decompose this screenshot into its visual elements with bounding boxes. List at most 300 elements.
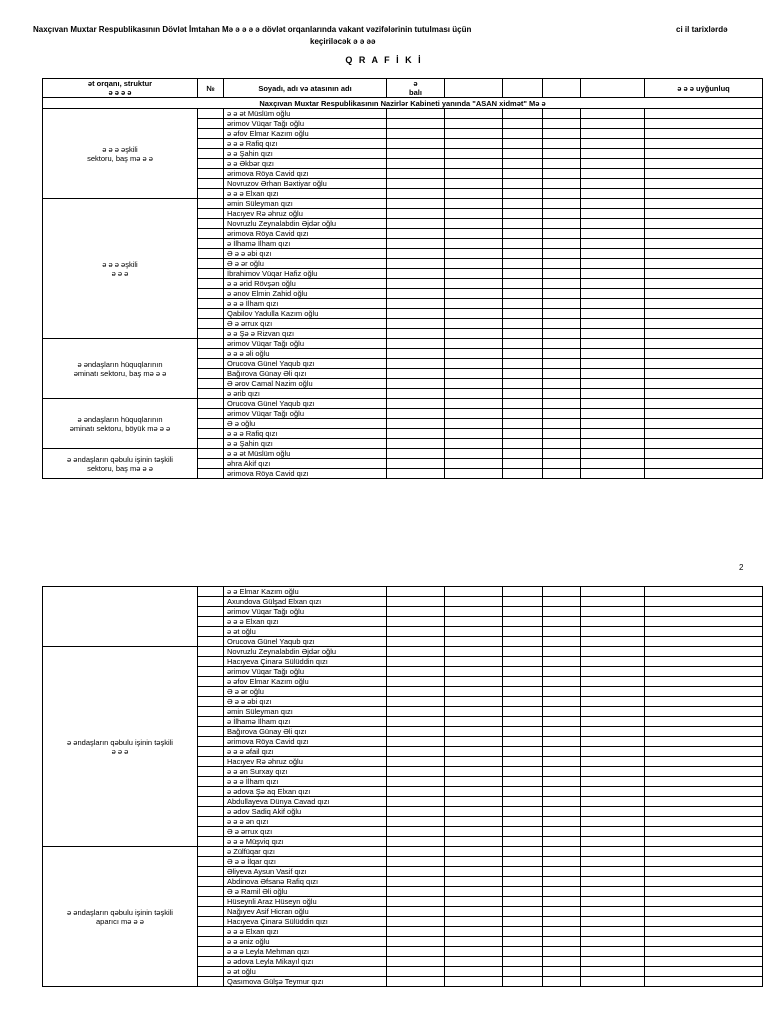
row-number-cell	[198, 429, 224, 439]
empty-cell	[581, 449, 645, 459]
empty-cell	[503, 399, 543, 409]
empty-cell	[581, 647, 645, 657]
empty-cell	[445, 289, 503, 299]
empty-cell	[645, 747, 763, 757]
empty-cell	[445, 339, 503, 349]
empty-cell	[445, 787, 503, 797]
empty-cell	[543, 707, 581, 717]
empty-cell	[543, 887, 581, 897]
empty-cell	[543, 597, 581, 607]
empty-cell	[445, 807, 503, 817]
empty-cell	[645, 837, 763, 847]
empty-cell	[387, 897, 445, 907]
empty-cell	[645, 189, 763, 199]
empty-cell	[581, 727, 645, 737]
empty-cell	[445, 309, 503, 319]
empty-cell	[543, 657, 581, 667]
empty-cell	[503, 627, 543, 637]
empty-cell	[645, 119, 763, 129]
empty-cell	[503, 927, 543, 937]
table-row	[43, 109, 763, 119]
row-number-cell	[198, 239, 224, 249]
empty-cell	[581, 349, 645, 359]
empty-cell	[445, 379, 503, 389]
candidate-name: ə əfov Elmar Kazım oğlu	[224, 129, 387, 139]
candidate-name: Orucova Günel Yaqub qızı	[224, 637, 387, 647]
candidate-name: ə ə ə Elxan qızı	[224, 927, 387, 937]
empty-cell	[503, 587, 543, 597]
row-number-cell	[198, 439, 224, 449]
empty-cell	[503, 767, 543, 777]
empty-cell	[387, 309, 445, 319]
empty-cell	[543, 169, 581, 179]
candidate-name: Hacıyev Rə əhruz oğlu	[224, 757, 387, 767]
empty-cell	[581, 917, 645, 927]
empty-cell	[445, 149, 503, 159]
row-number-cell	[198, 907, 224, 917]
empty-cell	[445, 667, 503, 677]
empty-cell	[645, 449, 763, 459]
empty-cell	[581, 607, 645, 617]
empty-cell	[581, 677, 645, 687]
empty-cell	[445, 209, 503, 219]
empty-cell	[445, 469, 503, 479]
empty-cell	[645, 219, 763, 229]
row-number-cell	[198, 219, 224, 229]
column-header-blank-4	[581, 79, 645, 98]
candidate-name: ə ə ə Müşviq qızı	[224, 837, 387, 847]
empty-cell	[543, 409, 581, 419]
empty-cell	[387, 817, 445, 827]
row-number-cell	[198, 299, 224, 309]
empty-cell	[445, 229, 503, 239]
empty-cell	[581, 757, 645, 767]
empty-cell	[543, 249, 581, 259]
empty-cell	[543, 199, 581, 209]
candidate-name: ə ə ət Müslüm oğlu	[224, 109, 387, 119]
table-row	[43, 339, 763, 349]
empty-cell	[387, 179, 445, 189]
empty-cell	[445, 419, 503, 429]
sector-label	[43, 587, 198, 647]
empty-cell	[387, 369, 445, 379]
empty-cell	[445, 319, 503, 329]
empty-cell	[387, 657, 445, 667]
empty-cell	[543, 299, 581, 309]
empty-cell	[503, 199, 543, 209]
empty-cell	[581, 229, 645, 239]
empty-cell	[581, 617, 645, 627]
empty-cell	[543, 179, 581, 189]
empty-cell	[387, 429, 445, 439]
empty-cell	[543, 917, 581, 927]
empty-cell	[503, 289, 543, 299]
empty-cell	[387, 977, 445, 987]
empty-cell	[445, 897, 503, 907]
empty-cell	[581, 189, 645, 199]
empty-cell	[645, 707, 763, 717]
empty-cell	[543, 837, 581, 847]
empty-cell	[645, 199, 763, 209]
empty-cell	[387, 469, 445, 479]
candidate-name: ə ə ə İlham qızı	[224, 777, 387, 787]
empty-cell	[543, 637, 581, 647]
empty-cell	[503, 777, 543, 787]
empty-cell	[543, 329, 581, 339]
candidate-name: ərimova Röya Cavid qızı	[224, 229, 387, 239]
row-number-cell	[198, 757, 224, 767]
empty-cell	[645, 737, 763, 747]
empty-cell	[503, 329, 543, 339]
empty-cell	[645, 587, 763, 597]
empty-cell	[503, 459, 543, 469]
empty-cell	[503, 109, 543, 119]
row-number-cell	[198, 627, 224, 637]
empty-cell	[645, 309, 763, 319]
empty-cell	[387, 329, 445, 339]
empty-cell	[387, 409, 445, 419]
row-number-cell	[198, 657, 224, 667]
empty-cell	[387, 269, 445, 279]
empty-cell	[503, 937, 543, 947]
empty-cell	[581, 787, 645, 797]
empty-cell	[581, 439, 645, 449]
empty-cell	[445, 587, 503, 597]
column-header-org: ət orqanı, struktur ə ə ə ə	[43, 79, 198, 98]
empty-cell	[445, 389, 503, 399]
empty-cell	[387, 827, 445, 837]
empty-cell	[445, 947, 503, 957]
empty-cell	[503, 947, 543, 957]
empty-cell	[503, 657, 543, 667]
empty-cell	[445, 957, 503, 967]
empty-cell	[645, 139, 763, 149]
empty-cell	[503, 129, 543, 139]
row-number-cell	[198, 767, 224, 777]
empty-cell	[581, 339, 645, 349]
row-number-cell	[198, 339, 224, 349]
empty-cell	[581, 737, 645, 747]
empty-cell	[645, 607, 763, 617]
empty-cell	[503, 309, 543, 319]
empty-cell	[445, 637, 503, 647]
empty-cell	[581, 389, 645, 399]
empty-cell	[387, 787, 445, 797]
empty-cell	[581, 947, 645, 957]
empty-cell	[387, 637, 445, 647]
schedule-table-page-2	[42, 586, 763, 987]
empty-cell	[387, 279, 445, 289]
empty-cell	[503, 159, 543, 169]
empty-cell	[581, 249, 645, 259]
empty-cell	[445, 299, 503, 309]
candidate-name: Abdullayeva Dünya Cavad qızı	[224, 797, 387, 807]
empty-cell	[581, 907, 645, 917]
candidate-name: ə ət oğlu	[224, 967, 387, 977]
candidate-name: ə ə ə Rafiq qızı	[224, 429, 387, 439]
empty-cell	[503, 727, 543, 737]
empty-cell	[581, 179, 645, 189]
empty-cell	[645, 957, 763, 967]
empty-cell	[387, 379, 445, 389]
candidate-name: ə ə Şahin qızı	[224, 149, 387, 159]
empty-cell	[581, 747, 645, 757]
empty-cell	[503, 369, 543, 379]
empty-cell	[503, 149, 543, 159]
empty-cell	[543, 319, 581, 329]
empty-cell	[387, 189, 445, 199]
sector-label: ə əndaşların hüquqlarının əminatı sektoru, baş mə ə ə	[43, 339, 198, 399]
empty-cell	[445, 139, 503, 149]
empty-cell	[503, 169, 543, 179]
empty-cell	[581, 857, 645, 867]
empty-cell	[645, 359, 763, 369]
empty-cell	[503, 867, 543, 877]
empty-cell	[445, 439, 503, 449]
empty-cell	[387, 249, 445, 259]
empty-cell	[581, 977, 645, 987]
empty-cell	[387, 289, 445, 299]
empty-cell	[543, 667, 581, 677]
row-number-cell	[198, 459, 224, 469]
empty-cell	[581, 967, 645, 977]
empty-cell	[543, 977, 581, 987]
row-number-cell	[198, 687, 224, 697]
candidate-name: ə ə Şahin qızı	[224, 439, 387, 449]
candidate-name: Ə ə ə əbi qızı	[224, 697, 387, 707]
empty-cell	[503, 259, 543, 269]
table-row	[43, 847, 763, 857]
empty-cell	[503, 887, 543, 897]
empty-cell	[543, 957, 581, 967]
empty-cell	[445, 597, 503, 607]
empty-cell	[645, 657, 763, 667]
empty-cell	[387, 707, 445, 717]
empty-cell	[387, 767, 445, 777]
empty-cell	[543, 459, 581, 469]
candidate-name: ə ə ə Elxan qızı	[224, 189, 387, 199]
empty-cell	[387, 617, 445, 627]
candidate-name: əhra Akif qızı	[224, 459, 387, 469]
row-number-cell	[198, 827, 224, 837]
sector-label: ə ə ə əşkili sektoru, baş mə ə ə	[43, 109, 198, 199]
empty-cell	[503, 269, 543, 279]
candidate-name: ə ə ərid Rövşən oğlu	[224, 279, 387, 289]
row-number-cell	[198, 807, 224, 817]
row-number-cell	[198, 707, 224, 717]
empty-cell	[387, 907, 445, 917]
empty-cell	[445, 837, 503, 847]
empty-cell	[445, 269, 503, 279]
empty-cell	[445, 159, 503, 169]
candidate-name: Ə ə oğlu	[224, 419, 387, 429]
empty-cell	[645, 927, 763, 937]
empty-cell	[581, 299, 645, 309]
candidate-name: ə ə ət Müslüm oğlu	[224, 449, 387, 459]
empty-cell	[645, 887, 763, 897]
empty-cell	[445, 329, 503, 339]
empty-cell	[581, 767, 645, 777]
sector-label: ə əndaşların qəbulu işinin təşkili ə ə ə	[43, 647, 198, 847]
empty-cell	[543, 379, 581, 389]
empty-cell	[581, 957, 645, 967]
empty-cell	[543, 219, 581, 229]
column-header-fit: ə ə ə uyğunluq	[645, 79, 763, 98]
empty-cell	[445, 129, 503, 139]
empty-cell	[503, 907, 543, 917]
empty-cell	[387, 697, 445, 707]
empty-cell	[503, 837, 543, 847]
empty-cell	[445, 757, 503, 767]
candidate-name: ərimova Röya Cavid qızı	[224, 737, 387, 747]
empty-cell	[445, 827, 503, 837]
empty-cell	[503, 239, 543, 249]
empty-cell	[543, 717, 581, 727]
row-number-cell	[198, 149, 224, 159]
empty-cell	[581, 847, 645, 857]
row-number-cell	[198, 937, 224, 947]
empty-cell	[445, 697, 503, 707]
row-number-cell	[198, 847, 224, 857]
empty-cell	[581, 109, 645, 119]
row-number-cell	[198, 389, 224, 399]
empty-cell	[503, 339, 543, 349]
empty-cell	[645, 299, 763, 309]
empty-cell	[543, 469, 581, 479]
empty-cell	[387, 887, 445, 897]
empty-cell	[543, 109, 581, 119]
empty-cell	[387, 159, 445, 169]
row-number-cell	[198, 857, 224, 867]
empty-cell	[543, 309, 581, 319]
candidate-name: Novruzlu Zeynalabdin Əjdər oğlu	[224, 219, 387, 229]
empty-cell	[445, 109, 503, 119]
header-line-1-right: ci il tarixlərdə	[676, 25, 728, 34]
empty-cell	[543, 349, 581, 359]
candidate-name: ərimov Vüqar Tağı oğlu	[224, 119, 387, 129]
empty-cell	[445, 707, 503, 717]
empty-cell	[445, 607, 503, 617]
empty-cell	[581, 797, 645, 807]
empty-cell	[645, 369, 763, 379]
empty-cell	[645, 129, 763, 139]
empty-cell	[645, 937, 763, 947]
empty-cell	[503, 419, 543, 429]
candidate-name: İbrahimov Vüqar Hafiz oğlu	[224, 269, 387, 279]
empty-cell	[503, 967, 543, 977]
empty-cell	[503, 747, 543, 757]
row-number-cell	[198, 449, 224, 459]
empty-cell	[581, 897, 645, 907]
empty-cell	[581, 459, 645, 469]
group-title-row: Naxçıvan Muxtar Respublikasının Nazirlər Kabineti yanında "ASAN xidmət" Mə ə	[43, 98, 763, 109]
empty-cell	[445, 737, 503, 747]
row-number-cell	[198, 957, 224, 967]
empty-cell	[581, 827, 645, 837]
candidate-name: Ə ə ər oğlu	[224, 687, 387, 697]
empty-cell	[503, 469, 543, 479]
empty-cell	[645, 777, 763, 787]
empty-cell	[645, 329, 763, 339]
empty-cell	[645, 897, 763, 907]
empty-cell	[503, 219, 543, 229]
candidate-name: Hacıyev Rə əhruz oğlu	[224, 209, 387, 219]
row-number-cell	[198, 259, 224, 269]
empty-cell	[543, 607, 581, 617]
empty-cell	[445, 647, 503, 657]
page-2-rows	[43, 587, 763, 987]
row-number-cell	[198, 289, 224, 299]
empty-cell	[581, 359, 645, 369]
empty-cell	[543, 767, 581, 777]
empty-cell	[387, 399, 445, 409]
empty-cell	[581, 209, 645, 219]
empty-cell	[387, 109, 445, 119]
empty-cell	[503, 807, 543, 817]
row-number-cell	[198, 109, 224, 119]
empty-cell	[581, 707, 645, 717]
empty-cell	[543, 449, 581, 459]
empty-cell	[445, 937, 503, 947]
empty-cell	[445, 887, 503, 897]
empty-cell	[387, 667, 445, 677]
candidate-name: ə ədova Şə aq Elxan qızı	[224, 787, 387, 797]
empty-cell	[387, 229, 445, 239]
empty-cell	[543, 687, 581, 697]
candidate-name: ə ə Elmar Kazım oğlu	[224, 587, 387, 597]
empty-cell	[387, 917, 445, 927]
empty-cell	[581, 419, 645, 429]
empty-cell	[543, 259, 581, 269]
row-number-cell	[198, 777, 224, 787]
empty-cell	[645, 817, 763, 827]
empty-cell	[645, 209, 763, 219]
empty-cell	[581, 657, 645, 667]
row-number-cell	[198, 747, 224, 757]
empty-cell	[503, 189, 543, 199]
candidate-name: ə ə Əkbər qızı	[224, 159, 387, 169]
empty-cell	[445, 369, 503, 379]
row-number-cell	[198, 977, 224, 987]
empty-cell	[543, 757, 581, 767]
row-number-cell	[198, 119, 224, 129]
candidate-name: ə ə ə Leyla Mehman qızı	[224, 947, 387, 957]
candidate-name: ə ədov Sadiq Akif oğlu	[224, 807, 387, 817]
empty-cell	[543, 927, 581, 937]
empty-cell	[503, 697, 543, 707]
empty-cell	[581, 309, 645, 319]
empty-cell	[645, 617, 763, 627]
candidate-name: ə ə əniz oğlu	[224, 937, 387, 947]
candidate-name: ə ərib qızı	[224, 389, 387, 399]
empty-cell	[581, 399, 645, 409]
empty-cell	[387, 727, 445, 737]
row-number-cell	[198, 309, 224, 319]
candidate-name: ərimov Vüqar Tağı oğlu	[224, 607, 387, 617]
column-header-score: ə balı	[387, 79, 445, 98]
row-number-cell	[198, 349, 224, 359]
empty-cell	[387, 459, 445, 469]
empty-cell	[581, 259, 645, 269]
empty-cell	[387, 259, 445, 269]
empty-cell	[645, 349, 763, 359]
sector-label: ə əndaşların qəbulu işinin təşkili sektoru, baş mə ə ə	[43, 449, 198, 479]
empty-cell	[387, 947, 445, 957]
empty-cell	[543, 389, 581, 399]
empty-cell	[503, 737, 543, 747]
empty-cell	[543, 587, 581, 597]
empty-cell	[581, 937, 645, 947]
